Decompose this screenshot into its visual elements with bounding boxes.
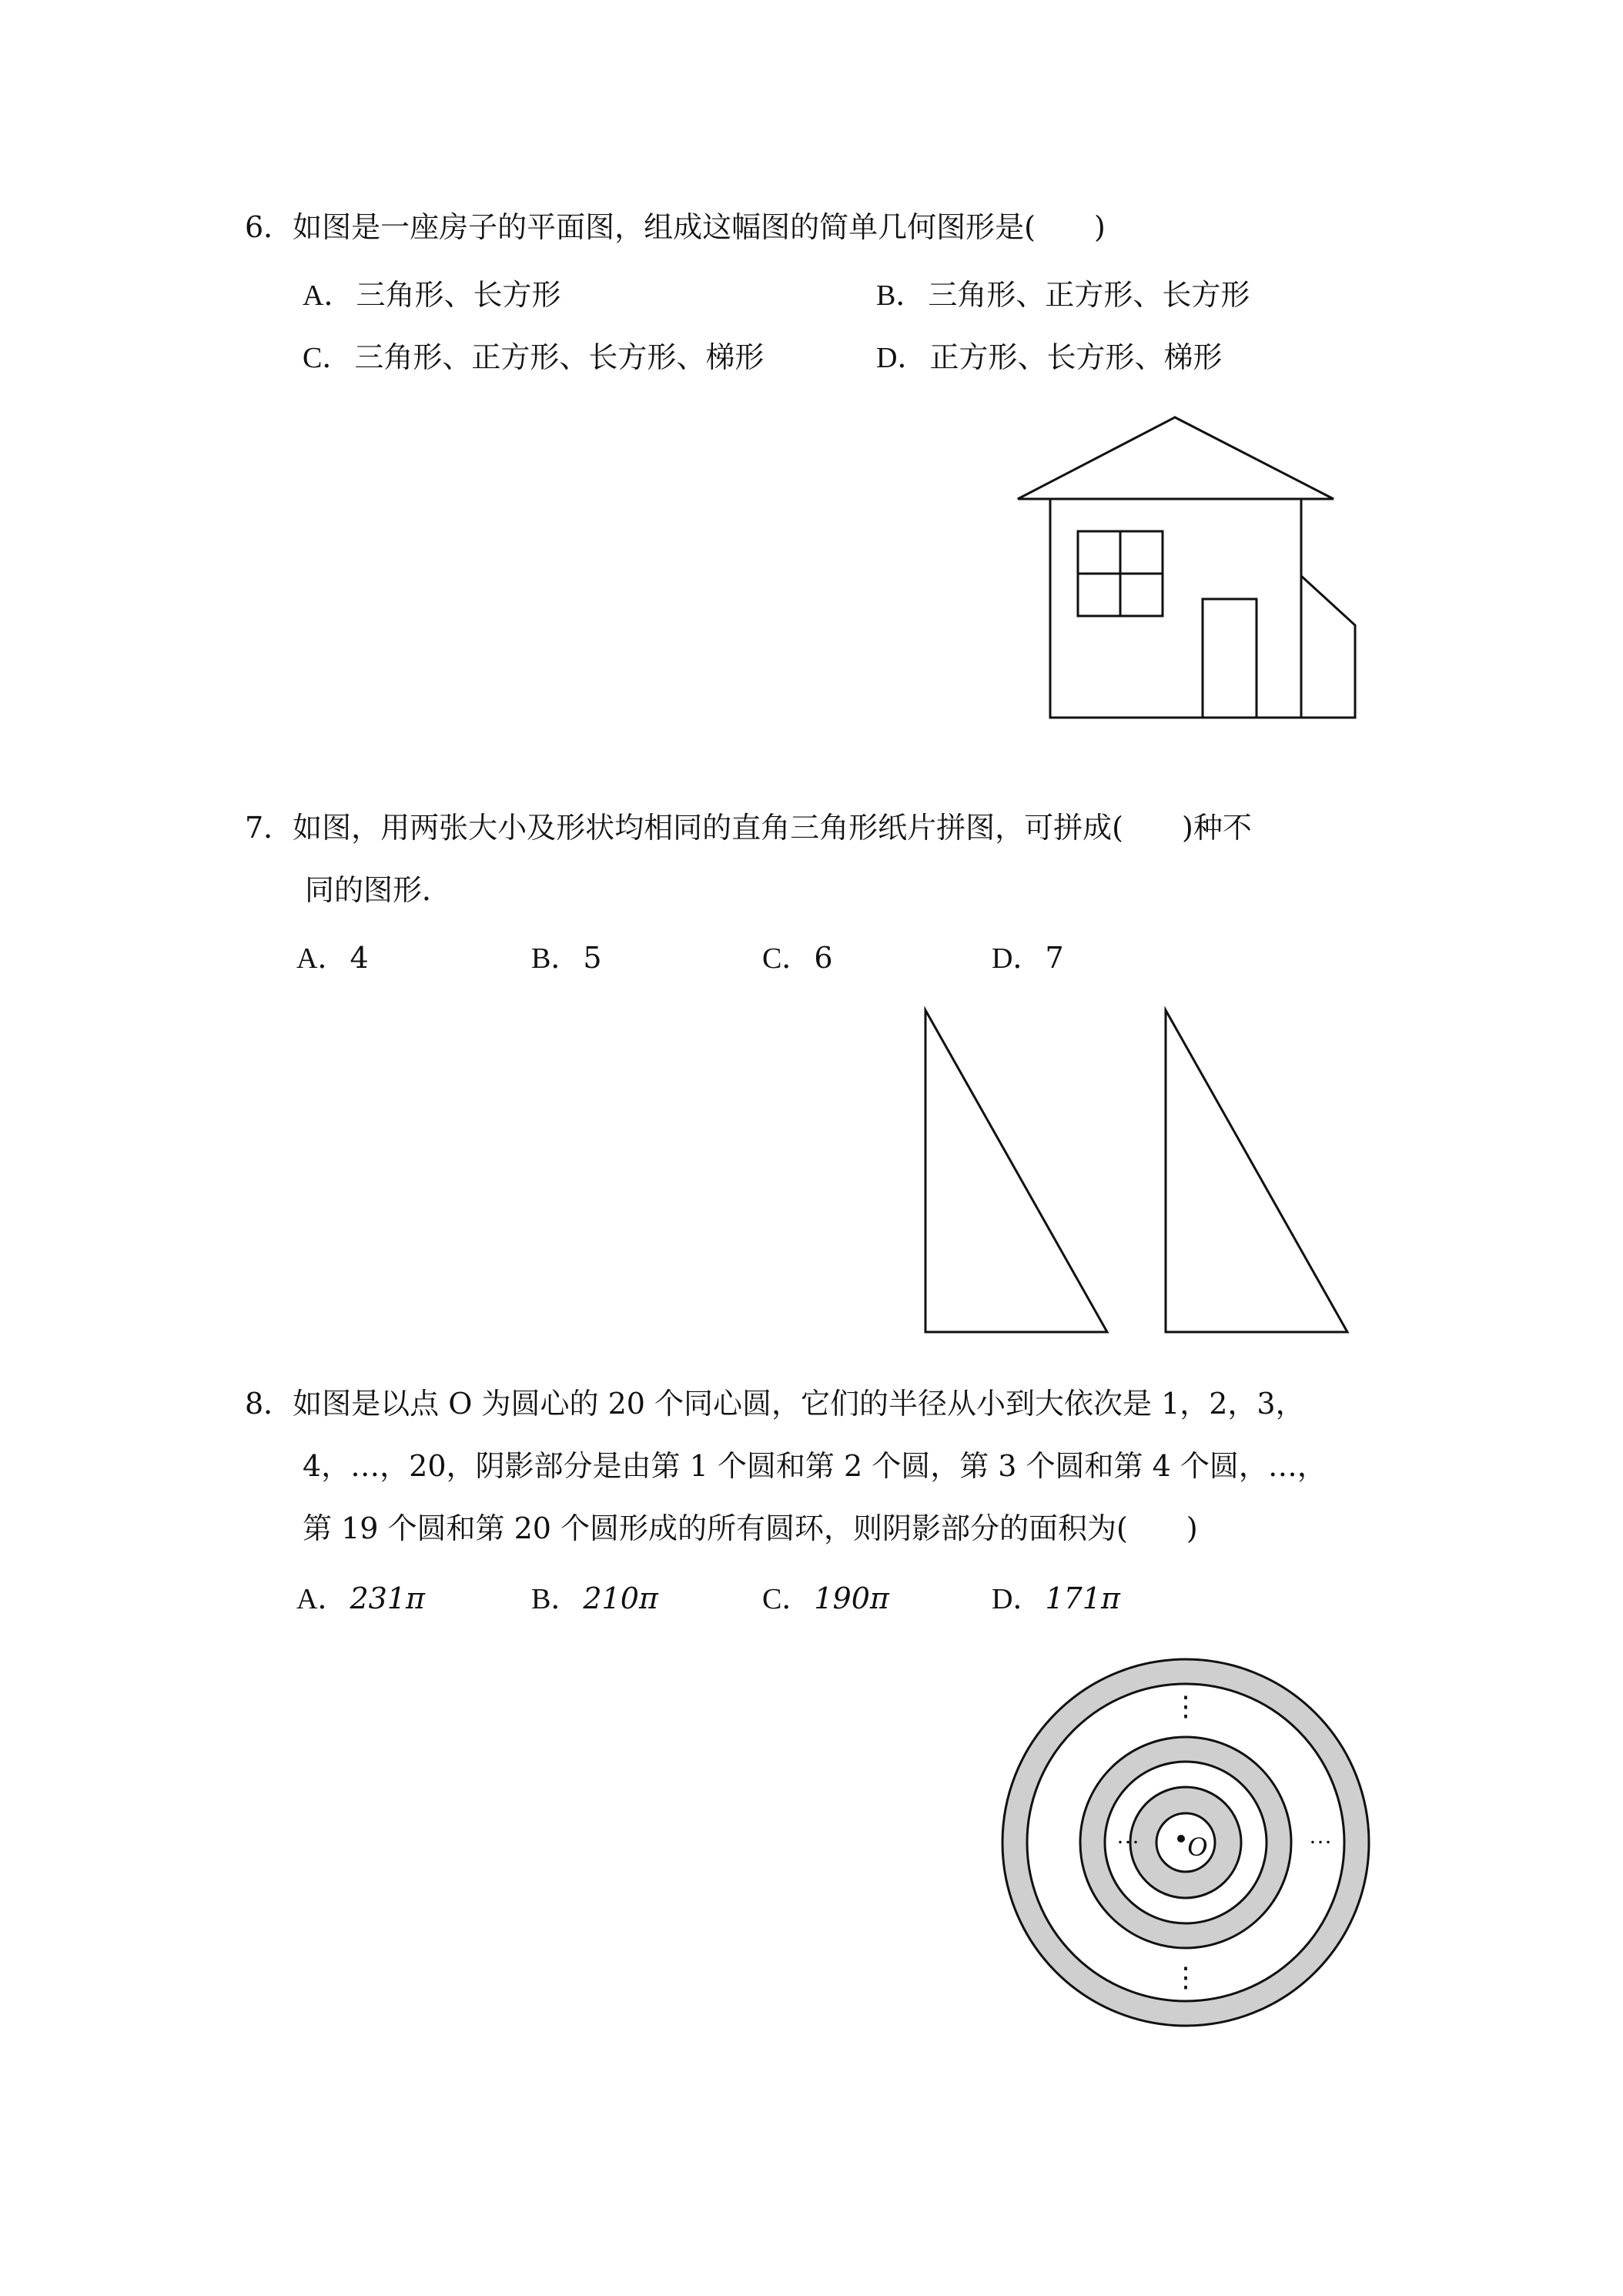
center-label-o: O [1187, 1831, 1207, 1862]
q7-option-d-text: 7 [1045, 941, 1064, 975]
q8-option-d-text: 171π [1045, 1581, 1120, 1615]
q7-option-c-key: C． [762, 942, 812, 975]
right-triangle-left [925, 1010, 1107, 1332]
center-point-o [1177, 1835, 1185, 1842]
q8-option-d-key: D． [992, 1583, 1042, 1615]
q7-option-d-key: D． [992, 942, 1042, 975]
q8-option-b-key: B． [531, 1583, 581, 1615]
dots-right: … [1309, 1823, 1332, 1849]
q6-stem: 6．如图是一座房子的平面图，组成这幅图的简单几何图形是( ) [245, 210, 1106, 244]
q6-option-a[interactable] [303, 277, 561, 313]
q8-option-c-key: C． [762, 1583, 812, 1615]
q8-option-b-text: 210π [583, 1581, 658, 1615]
q7-option-a-key: A． [296, 942, 347, 975]
q7-option-b[interactable] [531, 940, 602, 976]
q7-stem-line1: 7．如图，用两张大小及形状均相同的直角三角形纸片拼图，可拼成( )种不 [245, 811, 1252, 845]
q7-option-a[interactable] [296, 940, 369, 976]
dots-bottom: ⋮ [1172, 1962, 1200, 1993]
q6-option-a-key: A． [303, 279, 353, 312]
q8-option-a[interactable] [296, 1581, 425, 1617]
right-triangles-figure [916, 1001, 1363, 1347]
q6-option-b-key: B． [876, 279, 925, 312]
q8-option-c-text: 190π [814, 1581, 889, 1615]
dots-left: … [1116, 1823, 1139, 1849]
q6-option-d-text: 正方形、长方形、梯形 [929, 340, 1223, 374]
q7-option-b-text: 5 [583, 941, 602, 975]
q8-option-a-key: A． [296, 1583, 347, 1615]
q7-option-b-key: B． [531, 942, 581, 975]
house-door-rectangle [1203, 599, 1257, 718]
q8-option-d[interactable] [992, 1581, 1120, 1617]
q6-option-b-text: 三角形、正方形、长方形 [928, 278, 1250, 312]
q8-stem-line1: 8．如图是以点 O 为圆心的 20 个同心圆，它们的半径从小到大依次是 1，2，3， [245, 1387, 1305, 1421]
q6-option-d-key: D． [876, 342, 927, 374]
q8-option-b[interactable] [531, 1581, 658, 1617]
house-figure [1001, 408, 1355, 731]
dots-top: ⋮ [1172, 1691, 1200, 1722]
q8-option-c[interactable] [762, 1581, 889, 1617]
concentric-circles-figure [997, 1654, 1374, 2031]
q6-option-a-text: 三角形、长方形 [356, 278, 561, 312]
house-roof-triangle [1018, 417, 1334, 499]
q7-option-c-text: 6 [814, 941, 833, 975]
q7-option-c[interactable] [762, 940, 833, 976]
q6-option-b[interactable] [876, 277, 1250, 313]
q7-stem-line2: 同的图形． [305, 873, 452, 907]
q6-option-c[interactable] [303, 340, 764, 376]
q7-option-d[interactable] [992, 940, 1064, 976]
right-triangle-right [1166, 1010, 1347, 1332]
q8-option-a-text: 231π [350, 1581, 425, 1615]
q7-option-a-text: 4 [350, 941, 369, 975]
q8-stem-line2: 4，…，20，阴影部分是由第 1 个圆和第 2 个圆，第 3 个圆和第 4 个圆，…， [303, 1449, 1327, 1483]
q6-option-c-text: 三角形、正方形、长方形、梯形 [354, 340, 765, 374]
q6-option-c-key: C． [303, 342, 352, 374]
house-annex-trapezoid [1301, 576, 1355, 718]
q8-stem-line3: 第 19 个圆和第 20 个圆形成的所有圆环，则阴影部分的面积为( ) [303, 1511, 1198, 1545]
q6-option-d[interactable] [876, 340, 1222, 376]
